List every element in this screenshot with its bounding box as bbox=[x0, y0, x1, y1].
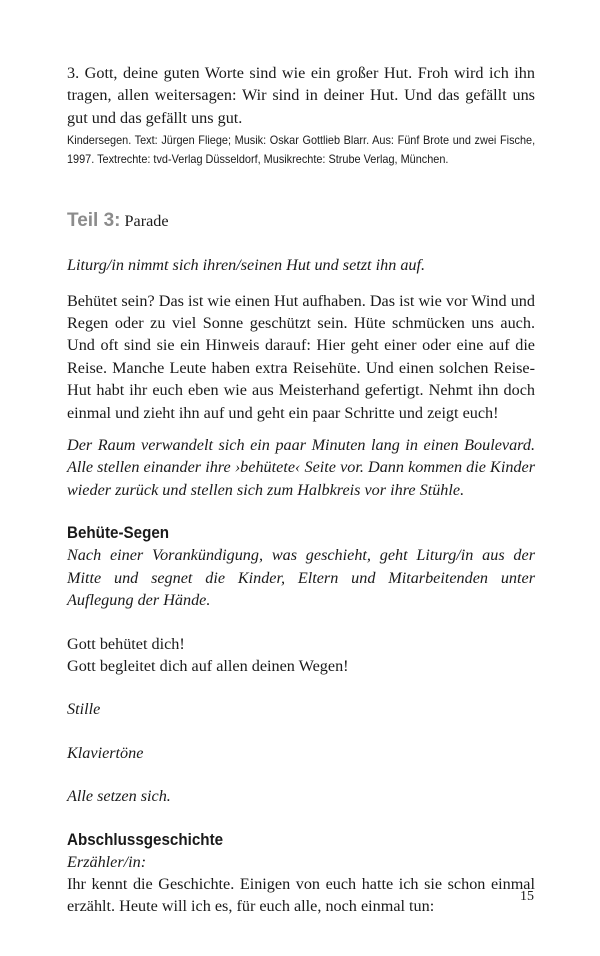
speaker-erzaehler: Erzähler/in: bbox=[67, 852, 147, 871]
instruction-segen: Nach einer Vorankündigung, was geschieht, geht Liturg/in aus der Mitte und segnet die Kinder, Eltern und Mitarbeitenden unter Auflegung der Hände. bbox=[67, 546, 535, 610]
stage-klaviertoene: Klaviertöne bbox=[67, 743, 144, 762]
teil-3-label: Teil 3: bbox=[67, 210, 121, 232]
instruction-put-on-hat: Liturg/in nimmt sich ihren/seinen Hut und setzt ihn auf. bbox=[67, 256, 426, 275]
teil-3-title: Parade bbox=[124, 212, 169, 231]
blessing-line-2: Gott begleitet dich auf allen deinen Wegen! bbox=[67, 656, 349, 675]
body-behuetet-sein: Behütet sein? Das ist wie einen Hut aufhaben. Das ist wie vor Wind und Regen oder zu viel Sonne geschützt sein. Hüte schmücken uns auch. Und oft sind sie ein Hinweis darauf: Hier geht einer oder eine auf die Reise. Manche Leute haben extra Reisehüte. Und einen solchen Reise-Hut habt ihr euch eben wie aus Meisterhand gefertigt. Nehmt ihn doch einmal und zieht ihn auf und geht ein paar Schritte und zeigt euch! bbox=[67, 291, 535, 422]
stage-stille: Stille bbox=[67, 700, 101, 719]
instruction-boulevard: Der Raum verwandelt sich ein paar Minuten lang in einen Boulevard. Alle stellen einander ihre ›behütete‹ Seite vor. Dann kommen die Kinder wieder zurück und stellen sich zum Halbkreis vor ihre Stühle. bbox=[67, 436, 535, 499]
abschluss-text: Ihr kennt die Geschichte. Einigen von euch hatte ich sie schon einmal erzählt. Heute will ich es, für euch alle, noch einmal tun: bbox=[67, 874, 535, 916]
heading-behuete-segen: Behüte-Segen bbox=[67, 524, 170, 543]
page-number: 15 bbox=[520, 889, 534, 904]
section-teil-3 bbox=[67, 209, 535, 233]
page-content bbox=[67, 62, 535, 918]
stage-alle-setzen: Alle setzen sich. bbox=[67, 787, 171, 806]
verse-3: 3. Gott, deine guten Worte sind wie ein großer Hut. Froh wird ich ihn tragen, allen weitersagen: Wir sind in deiner Hut. Und das gefällt uns gut und das gefällt uns gut. bbox=[67, 64, 535, 127]
blessing-line-1: Gott behütet dich! bbox=[67, 634, 185, 653]
heading-abschlussgeschichte: Abschlussgeschichte bbox=[67, 830, 224, 849]
song-credit: Kindersegen. Text: Jürgen Fliege; Musik: Oskar Gottlieb Blarr. Aus: Fünf Brote und zwei Fische, 1997. Textrechte: tvd-Verlag Düsseldorf, Musikrechte: Strube Verlag, München. bbox=[67, 134, 536, 167]
